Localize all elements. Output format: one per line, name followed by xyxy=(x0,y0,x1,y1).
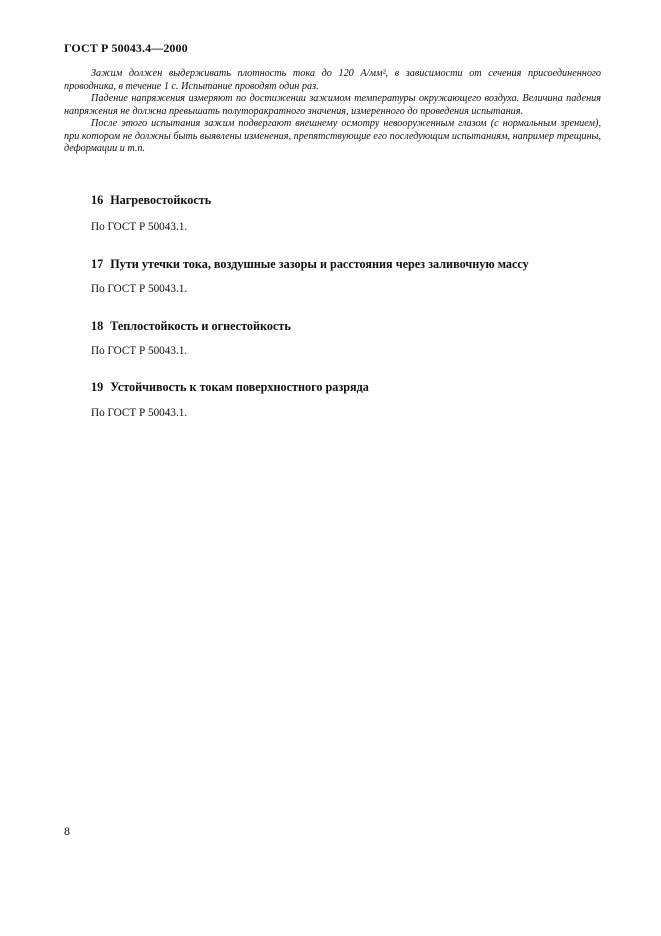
section-16-heading xyxy=(91,193,211,208)
intro-text-block xyxy=(64,68,601,156)
section-19-heading xyxy=(91,380,369,395)
section-19-body: По ГОСТ Р 50043.1. xyxy=(91,407,188,419)
section-number: 16 xyxy=(91,193,104,207)
section-title: Пути утечки тока, воздушные зазоры и расстояния через заливочную массу xyxy=(110,257,529,271)
section-number: 17 xyxy=(91,257,104,271)
intro-paragraph-3: После этого испытания зажим подвергают внешнему осмотру невооруженным глазом (с нормальным зрением), при котором не должны быть выявлены изменения, препятствующие его последующим испытаниям, например трещины, деформации и т.п. xyxy=(64,118,601,154)
section-number: 19 xyxy=(91,380,104,394)
section-18-heading xyxy=(91,319,291,334)
section-title: Нагревостойкость xyxy=(110,193,212,207)
section-number: 18 xyxy=(91,319,104,333)
section-18-body: По ГОСТ Р 50043.1. xyxy=(91,345,188,357)
section-17-body: По ГОСТ Р 50043.1. xyxy=(91,283,188,295)
intro-paragraph-1: Зажим должен выдерживать плотность тока до 120 А/мм², в зависимости от сечения присоединенного проводника, в течение 1 с. Испытание проводят один раз. xyxy=(64,68,601,92)
section-title: Устойчивость к токам поверхностного разряда xyxy=(110,380,369,394)
section-16-body: По ГОСТ Р 50043.1. xyxy=(91,221,188,233)
section-17-heading xyxy=(91,257,529,272)
document-code-header: ГОСТ Р 50043.4—2000 xyxy=(64,41,188,55)
section-title: Теплостойкость и огнестойкость xyxy=(110,319,291,333)
page-number: 8 xyxy=(64,824,70,838)
intro-paragraph-2: Падение напряжения измеряют по достижении зажимом температуры окружающего воздуха. Величина падения напряжения не должна превышать полуторакратного значения, измеренного до проведения испытания. xyxy=(64,93,601,117)
